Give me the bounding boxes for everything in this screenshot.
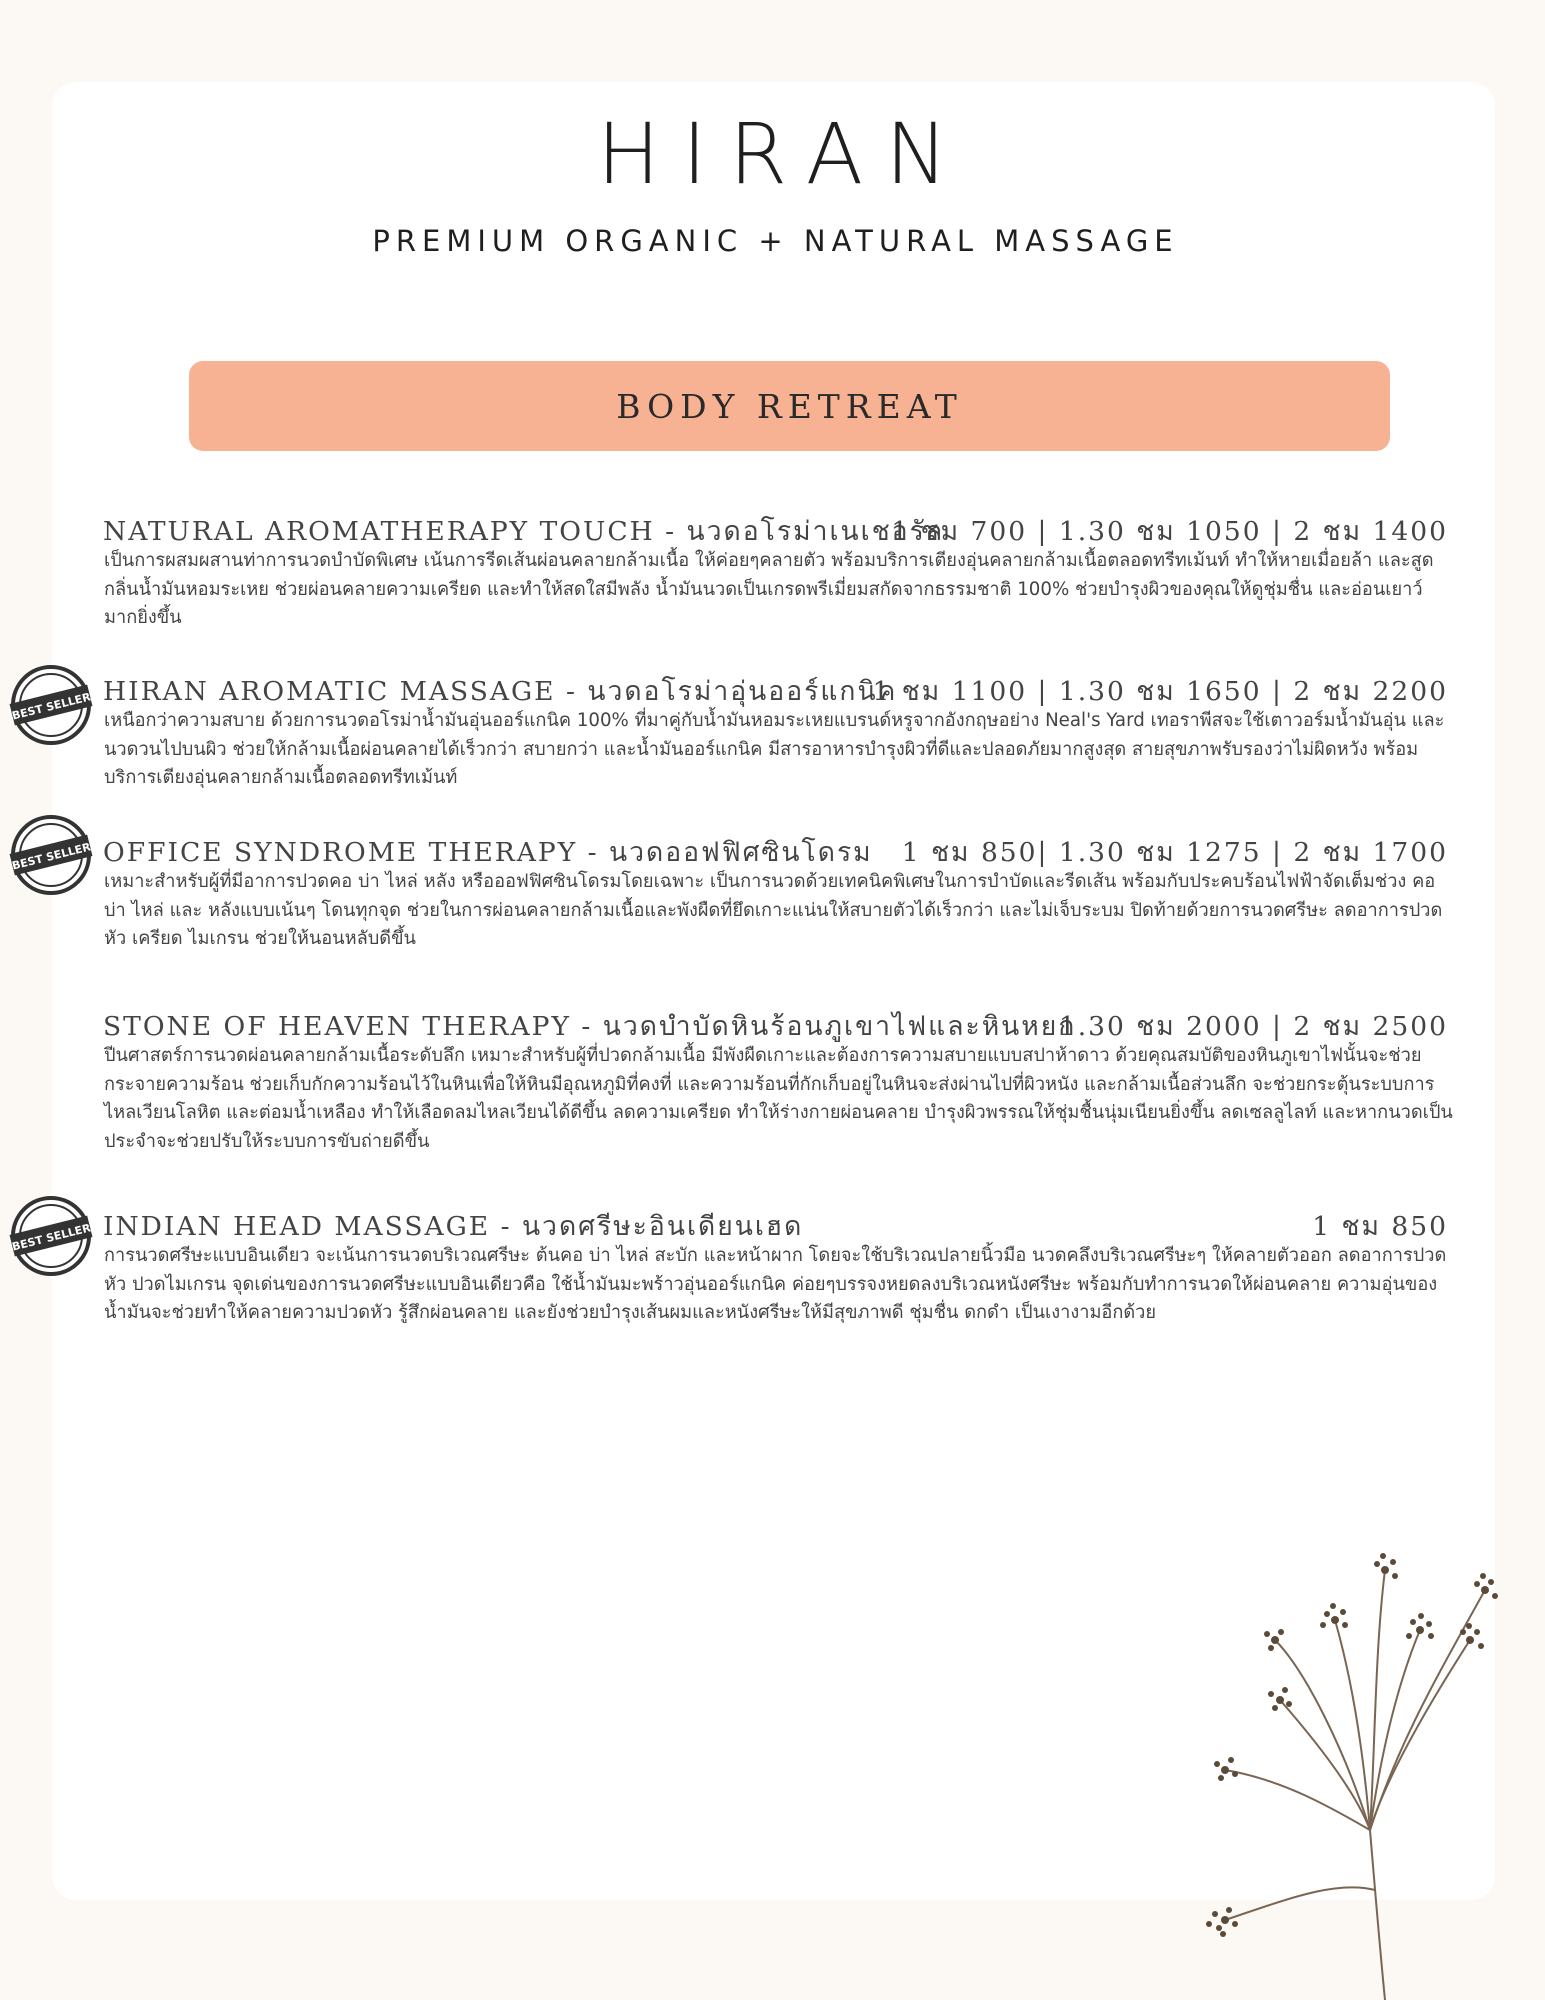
- menu-item-name: NATURAL AROMATHERAPY TOUCH - นวดอโรม่าเนเชอรัล: [103, 516, 945, 547]
- badge-text: BEST SELLER: [10, 1221, 93, 1254]
- brand-tagline: PREMIUM ORGANIC + NATURAL MASSAGE: [372, 224, 1179, 258]
- menu-item-name: STONE OF HEAVEN THERAPY - นวดบำบัดหินร้อนภูเขาไฟและหินหยก: [103, 1011, 1077, 1042]
- menu-item-price: 1.30 ชม 2000 | 2 ชม 2500: [1058, 1011, 1448, 1042]
- menu-item-description: เหมาะสำหรับผู้ที่มีอาการปวดคอ บ่า ไหล่ หลัง หรือออฟฟิศซินโดรมโดยเฉพาะ เป็นการนวดด้วยเทคนิคพิเศษในการบำบัดและรีดเส้น พร้อมกับประคบร้อนไฟฟ้าจัดเต็มช่วง คอ บ่า ไหล่ และ หลังแบบเน้นๆ โดนทุกจุด ช่วยในการผ่อนคลายกล้ามเนื้อและพังผืดที่ยึดเกาะแน่นให้สบายตัวได้เร็วกว่า และไม่เจ็บระบม ปิดท้ายด้วยการนวดศรีษะ ลดอาการปวดหัว เครียด ไมเกรน ช่วยให้นอนหลับดีขึ้น: [104, 871, 1443, 949]
- section-title: BODY RETREAT: [616, 386, 963, 426]
- badge-text: BEST SELLER: [10, 840, 93, 873]
- best-seller-badge: [9, 1194, 93, 1278]
- menu-item-description: ปีนศาสตร์การนวดผ่อนคลายกล้ามเนื้อระดับลึก เหมาะสำหรับผู้ที่ปวดกล้ามเนื้อ มีพังผืดเกาะและต้องการความสบายแบบสปาห้าดาว ด้วยคุณสมบัติของหินภูเขาไฟนั้นจะช่วยกระจายความร้อน ช่วยเก็บกักความร้อนไว้ในหินเพื่อให้หินมีอุณหภูมิที่คงที่ และความร้อนที่กักเก็บอยู่ในหินจะส่งผ่านไปที่ผิวหนัง และกล้ามเนื้อส่วนลึก จะช่วยกระตุ้นระบบการไหลเวียนโลหิต และต่อมน้ำเหลือง ทำให้เลือดลมไหลเวียนได้ดีขึ้น ลดความเครียด ทำให้ร่างกายผ่อนคลาย บำรุงผิวพรรณให้ชุ่มชื้นนุ่มเนียนยิ่งขึ้น ลดเซลลูไลท์ และหากนวดเป็นประจำจะช่วยปรับให้ระบบการขับถ่ายดีขึ้น: [104, 1045, 1453, 1152]
- menu-item-name: OFFICE SYNDROME THERAPY - นวดออฟฟิศซินโดรม: [103, 837, 873, 868]
- menu-item-description: เหนือกว่าความสบาย ด้วยการนวดอโรม่าน้ำมันอุ่นออร์แกนิค 100% ที่มาคู่กับน้ำมันหอมระเหยแบรนด์หรูจากอังกฤษอย่าง Neal's Yard เทอราพีสจะใช้เตาวอร์มน้ำมันอุ่น และนวดวนไปบนผิว ช่วยให้กล้ามเนื้อผ่อนคลายได้เร็วกว่า สบายกว่า และน้ำมันออร์แกนิค มีสารอาหารบำรุงผิวที่ดีและปลอดภัยมากสูงสุด สายสุขภาพรับรองว่าไม่ผิดหวัง พร้อมบริการเตียงอุ่นคลายกล้ามเนื้อตลอดทรีทเม้นท์: [104, 710, 1445, 788]
- badge-text: BEST SELLER: [10, 690, 93, 723]
- best-seller-badge: [9, 813, 93, 897]
- menu-item-price: 1 ชม 700 | 1.30 ชม 1050 | 2 ชม 1400: [891, 516, 1448, 547]
- menu-item-header: [103, 1005, 1448, 1045]
- menu-item-description: การนวดศรีษะแบบอินเดียว จะเน้นการนวดบริเวณศรีษะ ต้นคอ บ่า ไหล่ สะบัก และหน้าผาก โดยจะใช้บริเวณปลายนิ้วมือ นวดคลึงบริเวณศรีษะๆ ให้คลายตัวออก ลดอาการปวดหัว ปวดไมเกรน จุดเด่นของการนวดศรีษะแบบอินเดียวคือ ใช้น้ำมันมะพร้าวอุ่นออร์แกนิค ค่อยๆบรรจงหยดลงบริเวณหนังศรีษะ พร้อมกับทำการนวดให้ผ่อนคลาย ความอุ่นของน้ำมันจะช่วยทำให้คลายความปวดหัว รู้สึกผ่อนคลาย และยังช่วยบำรุงเส้นผมและหนังศรีษะให้มีสุขภาพดี ชุ่มชื่น ดกดำ เป็นเงางามอีกด้วย: [104, 1245, 1447, 1323]
- menu-item-header: [103, 831, 1448, 871]
- menu-item-price: 1 ชม 1100 | 1.30 ชม 1650 | 2 ชม 2200: [872, 676, 1448, 707]
- dried-flower-decoration: [1185, 1530, 1515, 2000]
- menu-item-header: [103, 1205, 1448, 1245]
- menu-item-name: HIRAN AROMATIC MASSAGE - นวดอโรม่าอุ่นออร์แกนิค: [103, 676, 898, 707]
- menu-item-header: [103, 510, 1448, 550]
- menu-item-price: 1 ชม 850: [1312, 1211, 1448, 1242]
- menu-item-name: INDIAN HEAD MASSAGE - นวดศรีษะอินเดียนเฮด: [103, 1211, 804, 1242]
- brand-title: HIRAN: [596, 105, 971, 203]
- section-header: [189, 361, 1390, 451]
- menu-item-description: เป็นการผสมผสานท่าการนวดบำบัดพิเศษ เน้นการรีดเส้นผ่อนคลายกล้ามเนื้อ ให้ค่อยๆคลายตัว พร้อมบริการเตียงอุ่นคลายกล้ามเนื้อตลอดทรีทเม้นท์ ทำให้หายเมื่อยล้า และสูดกลิ่นน้ำมันหอมระเหย ช่วยผ่อนคลายความเครียด และทำให้สดใสมีพลัง น้ำมันนวดเป็นเกรดพรีเมี่ยมสกัดจากธรรมชาติ 100% ช่วยบำรุงผิวของคุณให้ดูชุ่มชื่น และอ่อนเยาว์มากยิ่งขึ้น: [104, 550, 1434, 628]
- menu-item-header: [103, 670, 1448, 710]
- best-seller-badge: [9, 663, 93, 747]
- menu-item-price: 1 ชม 850| 1.30 ชม 1275 | 2 ชม 1700: [901, 837, 1448, 868]
